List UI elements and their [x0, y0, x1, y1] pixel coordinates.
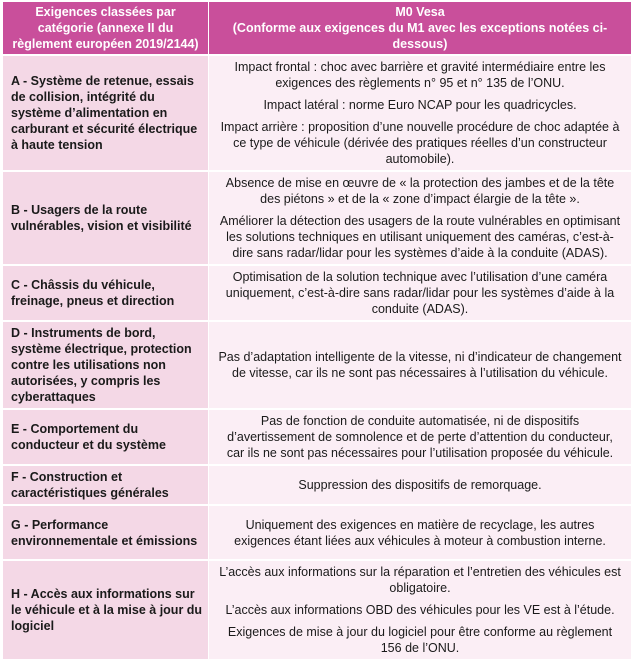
header-row: [3, 2, 632, 56]
description-item: Améliorer la détection des usagers de la route vulnérables en optimisant les solutions techniques en utilisant uniquement des caméras, c’est-à-dire sans radar/lidar pour les systèmes d’aide à la conduite (ADAS).: [219, 214, 621, 260]
category-cell: D - Instruments de bord, système électrique, protection contre les utilisations non autorisées, y compris les cyberattaques: [3, 321, 209, 409]
table-row: [3, 505, 632, 560]
category-cell: E - Comportement du conducteur et du système: [3, 409, 209, 465]
table-row: [3, 321, 632, 409]
description-item: Impact latéral : norme Euro NCAP pour les quadricycles.: [263, 98, 577, 112]
description-item: L’accès aux informations sur la réparation et l’entretien des véhicules est obligatoire.: [219, 565, 621, 595]
table-row: [3, 55, 632, 171]
description-item: Impact frontal : choc avec barrière et gravité intermédiaire entre les exigences des règlements n° 95 et n° 135 de l’ONU.: [234, 60, 606, 90]
table-row: [3, 409, 632, 465]
category-cell: A - Système de retenue, essais de collision, intégrité du système d’alimentation en carburant et sécurité électrique à haute tension: [3, 55, 209, 171]
description-item: Uniquement des exigences en matière de recyclage, les autres exigences étant liées aux véhicules à moteur à combustion interne.: [234, 517, 606, 548]
description-item: Pas de fonction de conduite automatisée, ni de dispositifs d’avertissement de somnolence et de perte d’attention du conducteur, car ils ne sont pas nécessaires pour l’utilisation proposée du véhicule.: [226, 414, 614, 460]
table-row: [3, 465, 632, 505]
description-cell: [209, 465, 632, 505]
description-cell: [209, 505, 632, 560]
table-row: [3, 265, 632, 321]
description-item: Absence de mise en œuvre de « la protection des jambes et de la tête des piétons » et de la « zone d’impact élargie de la tête ».: [225, 176, 615, 206]
description-item: L’accès aux informations OBD des véhicules pour les VE est à l’étude.: [225, 603, 615, 617]
category-cell: B - Usagers de la route vulnérables, vision et visibilité: [3, 171, 209, 265]
description-item: Impact arrière : proposition d’une nouvelle procédure de choc adaptée à ce type de véhicule (dérivée des pratiques réelles d’un constructeur automobile).: [220, 120, 620, 166]
description-item: Pas d’adaptation intelligente de la vitesse, ni d’indicateur de changement de vitesse, car ils ne sont pas nécessaires à l’utilisation du véhicule.: [218, 350, 622, 380]
header-vehicle: [209, 2, 632, 56]
description-cell: [209, 560, 632, 660]
category-cell: G - Performance environnementale et émissions: [3, 505, 209, 560]
description-item: Optimisation de la solution technique avec l’utilisation d’une caméra uniquement, c’est-à-dire sans radar/lidar pour les systèmes d’aide à la conduite (ADAS).: [225, 270, 615, 316]
table-row: [3, 171, 632, 265]
description-cell: [209, 171, 632, 265]
header-category: Exigences classées par catégorie (annexe II du règlement européen 2019/2144): [3, 2, 209, 56]
description-item: Suppression des dispositifs de remorquage.: [298, 478, 542, 492]
description-cell: [209, 55, 632, 171]
header-vehicle-note: (Conforme aux exigences du M1 avec les exceptions notées ci-dessous): [232, 21, 608, 51]
description-item: Exigences de mise à jour du logiciel pour être conforme au règlement 156 de l’ONU.: [227, 625, 613, 655]
category-cell: C - Châssis du véhicule, freinage, pneus et direction: [3, 265, 209, 321]
requirements-table: [2, 1, 632, 660]
description-cell: [209, 321, 632, 409]
category-cell: H - Accès aux informations sur le véhicule et à la mise à jour du logiciel: [3, 560, 209, 660]
category-cell: F - Construction et caractéristiques générales: [3, 465, 209, 505]
description-cell: [209, 265, 632, 321]
description-cell: [209, 409, 632, 465]
table-row: [3, 560, 632, 660]
header-vehicle-name: M0 Vesa: [395, 5, 445, 19]
